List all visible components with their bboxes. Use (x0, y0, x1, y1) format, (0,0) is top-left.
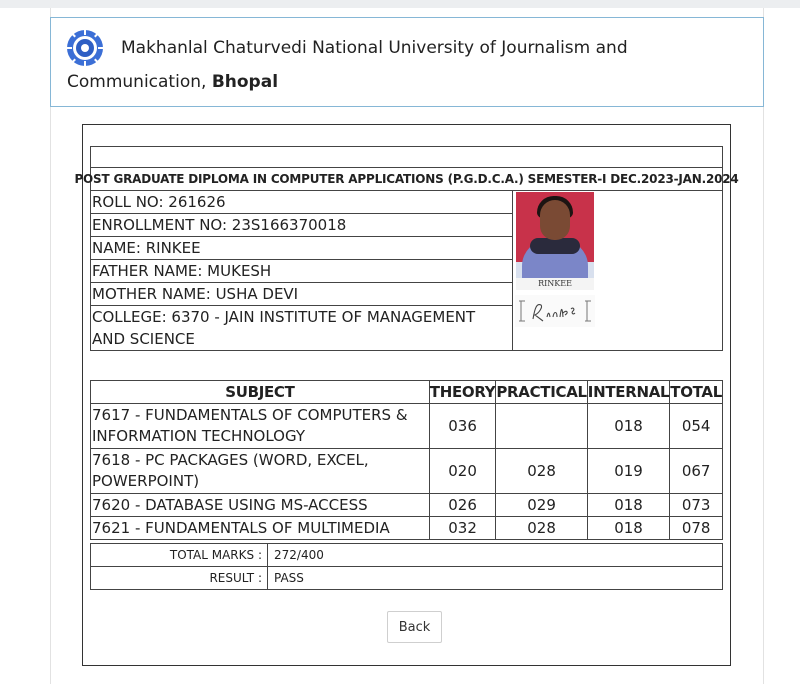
marks-table (90, 380, 723, 540)
mother-name: MOTHER NAME: USHA DEVI (91, 283, 513, 306)
internal-cell: 018 (587, 404, 669, 449)
student-photo (516, 192, 594, 290)
result-row (91, 567, 723, 590)
student-info-table (90, 191, 723, 351)
practical-cell: 028 (496, 449, 587, 494)
back-button[interactable]: Back (387, 611, 442, 643)
table-row (91, 404, 723, 449)
result-label: RESULT : (91, 567, 268, 590)
blank-header-row (90, 146, 723, 168)
photo-cell (513, 191, 724, 350)
university-name-line1: Makhanlal Chaturvedi National University of Journalism and (121, 38, 628, 58)
marks-header-row (91, 381, 723, 404)
photo-caption: RINKEE (516, 278, 594, 290)
enrollment-number: ENROLLMENT NO: 23S166370018 (91, 214, 513, 237)
total-marks-label: TOTAL MARKS : (91, 544, 268, 567)
header-total: TOTAL (670, 381, 723, 404)
header-theory: THEORY (429, 381, 496, 404)
subject-cell: 7617 - FUNDAMENTALS OF COMPUTERS & INFORMATION TECHNOLOGY (91, 404, 430, 449)
table-row (91, 494, 723, 517)
total-cell: 078 (670, 517, 723, 540)
internal-cell: 018 (587, 517, 669, 540)
university-city: Bhopal (211, 72, 279, 92)
father-name: FATHER NAME: MUKESH (91, 260, 513, 283)
browser-top-strip (0, 0, 800, 8)
total-cell: 054 (670, 404, 723, 449)
practical-cell (496, 404, 587, 449)
university-logo-icon (65, 28, 105, 68)
student-signature (515, 295, 595, 327)
university-name-line2: Communication, Bhopal (67, 72, 279, 92)
course-title: POST GRADUATE DIPLOMA IN COMPUTER APPLICATIONS (P.G.D.C.A.) SEMESTER-I DEC.2023-JAN.2024 (90, 168, 723, 191)
theory-cell: 036 (429, 404, 496, 449)
practical-cell: 029 (496, 494, 587, 517)
roll-number: ROLL NO: 261626 (91, 191, 513, 214)
table-row (91, 517, 723, 540)
header-internal: INTERNAL (587, 381, 669, 404)
college-name: COLLEGE: 6370 - JAIN INSTITUTE OF MANAGEMENT AND SCIENCE (91, 306, 513, 350)
header-practical: PRACTICAL (496, 381, 587, 404)
summary-table (90, 543, 723, 590)
header-subject: SUBJECT (91, 381, 430, 404)
theory-cell: 020 (429, 449, 496, 494)
subject-cell: 7618 - PC PACKAGES (WORD, EXCEL, POWERPOINT) (91, 449, 430, 494)
subject-cell: 7621 - FUNDAMENTALS OF MULTIMEDIA (91, 517, 430, 540)
practical-cell: 028 (496, 517, 587, 540)
result-value: PASS (268, 567, 723, 590)
internal-cell: 018 (587, 494, 669, 517)
theory-cell: 032 (429, 517, 496, 540)
total-marks-value: 272/400 (268, 544, 723, 567)
student-name: NAME: RINKEE (91, 237, 513, 260)
total-cell: 067 (670, 449, 723, 494)
theory-cell: 026 (429, 494, 496, 517)
total-cell: 073 (670, 494, 723, 517)
university-header (50, 17, 764, 107)
table-row (91, 449, 723, 494)
internal-cell: 019 (587, 449, 669, 494)
total-marks-row (91, 544, 723, 567)
subject-cell: 7620 - DATABASE USING MS-ACCESS (91, 494, 430, 517)
